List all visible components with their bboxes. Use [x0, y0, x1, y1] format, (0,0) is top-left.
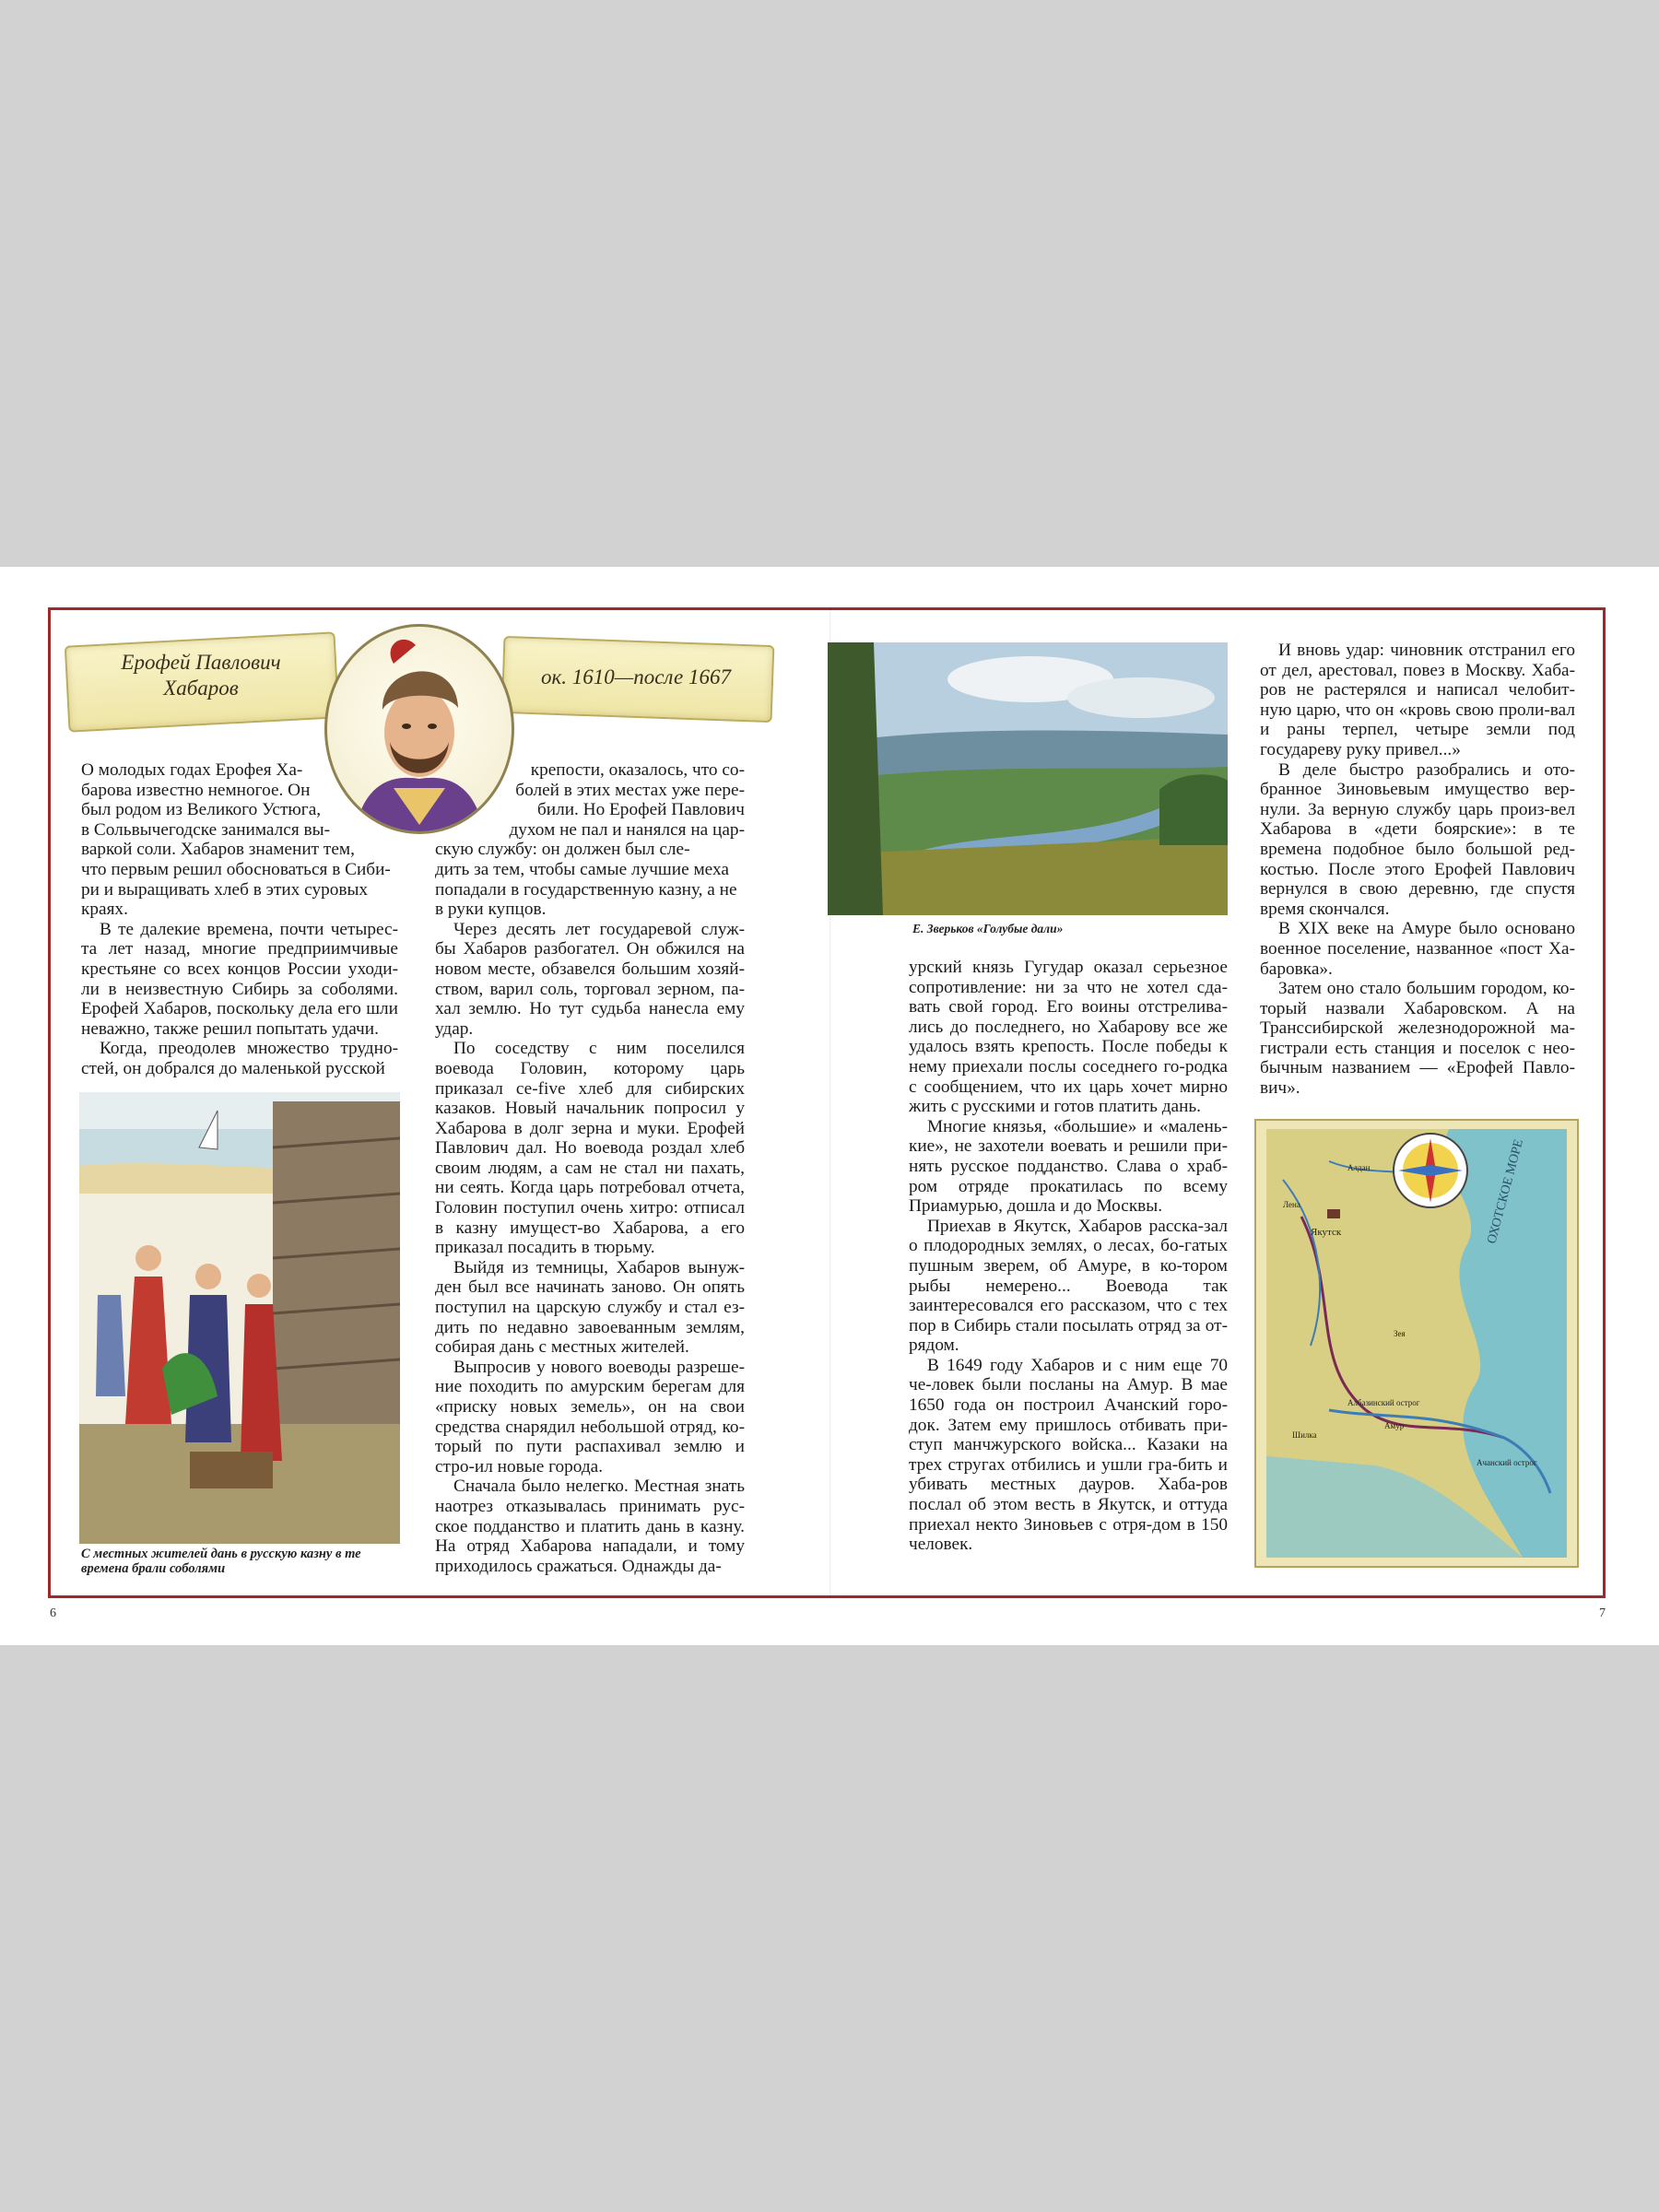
paragraph: По соседству с ним поселился воевода Головин, которому царь приказал се-five хлеб для сибирских казаков. Новый начальник попросил у Хабарова в долг зерна и муки. Ерофей Павлович дал. Но воевода роздал хлеб своим людям, а сам не стал ни пахать, ни сеять. Когда царь потребовал отчета, Головин поступил очень хитро: отписал в казну имущест-во Хабарова, а его приказал посадить в тюрьму. [435, 1039, 745, 1258]
amur-expedition-map [1246, 1106, 1589, 1578]
paragraph: В те далекие времена, почти четырес-та лет назад, многие предприимчивые крестьяне со всех концов России уходи-ли в неизвестную Сибирь за соболями. Ерофей Хабаров, поскольку дела его шли неважно, также решил попытать удачи. [81, 919, 398, 1039]
text-line: били. Но Ерофей Павлович [536, 800, 745, 820]
paragraph: урский князь Гугудар оказал серьезное сопротивление: ни за что не хотел сда-вать свой город. Его воины отстрелива-лись до последнего, но Хабарову все же удалось взять крепость. После победы к нему приехали послы соседнего го-родка с сообщением, что их царь хочет мирно жить с русскими и готов платить дань. [909, 958, 1228, 1117]
paragraph: Выпросив у нового воеводы разреше-ние походить по амурским берегам для «приску новых земель», он на свои средства снарядил небольшой отряд, ко-торый по пути распахивал землю и стро-ил новые города. [435, 1357, 745, 1477]
paragraph: Сначала было нелегко. Местная знать наотрез отказывалась принимать рус-ское подданство и платить дань в казну. На отряд Хабарова нападали, и тому приходилось сражаться. Однажды да- [435, 1477, 745, 1576]
page-number-right: 7 [1599, 1606, 1606, 1620]
map-label: Алдан [1347, 1163, 1371, 1172]
text-line: был родом из Великого Устюга, [81, 800, 322, 820]
paragraph: В деле быстро разобрались и ото-бранное Зиновьевым имущество вер-нули. За верную службу царь произ-вел Хабарова в «дети боярские»: в те времена подобное было большой ред-костью. После этого Ерофей Павлович вернулся в свою деревню, где спустя время скончался. [1260, 759, 1575, 919]
column-2-top-lines [435, 760, 745, 920]
map-image [1246, 1106, 1589, 1578]
column-1 [81, 760, 398, 1079]
text-line: что первым решил обосноваться в Сиби- [81, 859, 391, 879]
text-line: О молодых годах Ерофея Ха- [81, 760, 303, 780]
map-label: Албазинский острог [1347, 1398, 1420, 1407]
paragraph: Многие князья, «большие» и «малень-кие», не захотели воевать и решили при-нять русское подданство. Слава о храб-ром отряде прокатилась по всему Приамурью, дошла и до Москвы. [909, 1116, 1228, 1217]
tribute-illustration [79, 1092, 400, 1544]
paragraph: Приехав в Якутск, Хабаров расска-зал о плодородных землях, о лесах, бо-гатых пушным зверем, об Амуре, в ко-тором рыбы немерено... Воевода так заинтересовался его рассказом, что с тех пор в Сибирь стали посылать отряд за от-рядом. [909, 1216, 1228, 1356]
text-line: попадали в государственную казну, а не [435, 879, 737, 900]
paragraph: В 1649 году Хабаров и с ним еще 70 че-ловек были посланы на Амур. В мае 1650 года он построил Ачанский горо-док. Затем ему пришлось отбивать при-ступ манчжурского войска... Казаки на трех стругах отбились и ушли гра-бить и убивать местных дауров. Хаба-ров послал об этом весть в Якутск, и оттуда приехал некто Зиновьев с отря-дом в 150 человек. [909, 1355, 1228, 1555]
blue-distance-painting-image [828, 642, 1228, 915]
paragraph: Через десять лет государевой служ-бы Хабаров разбогател. Он обжился на новом месте, обзавелся большим хозяй-ством, варил соль, торговал зерном, па-хал землю. Но тут судьба нанесла ему удар. [435, 919, 745, 1039]
page-number-left: 6 [50, 1606, 56, 1620]
text-line: крепости, оказалось, что со- [530, 760, 745, 780]
column-4 [1260, 641, 1575, 1099]
text-line: в руки купцов. [435, 900, 547, 920]
landscape-painting [828, 642, 1228, 915]
text-line: варкой соли. Хабаров знаменит тем, [81, 840, 355, 860]
map-label: Зея [1394, 1329, 1406, 1338]
text-line: ри и выращивать хлеб в этих суровых [81, 879, 369, 900]
dates-text: ок. 1610—после 1667 [541, 665, 731, 688]
map-label: Амур [1384, 1421, 1405, 1430]
cossacks-collecting-tribute-image [79, 1092, 400, 1544]
text-line: дить за тем, чтобы самые лучшие меха [435, 859, 729, 879]
column-1-top-lines [81, 760, 398, 920]
text-line: барова известно немногое. Он [81, 780, 311, 800]
text-line: в Сольвычегодске занимался вы- [81, 819, 331, 840]
text-line: краях. [81, 900, 128, 920]
map-label: Шилка [1292, 1430, 1317, 1440]
paragraph: Когда, преодолев множество трудно-стей, он добрался до маленькой русской [81, 1039, 398, 1078]
map-sea-label: ОХОТСКОЕ МОРЕ [1485, 1137, 1527, 1246]
paragraph: Выйдя из темницы, Хабаров вынуж-ден был все начинать заново. Он опять поступил на царскую службу и стал ез-дить по недавно завоеванным землям, собирая дань с местных жителей. [435, 1257, 745, 1358]
text-line: болей в этих местах уже пере- [515, 780, 745, 800]
paragraph: Затем оно стало большим городом, ко-торый назвали Хабаровском. А на Транссибирской железнодорожной ма-гистрали есть станция и поселок с нео-бычным названием — «Ерофей Павло-вич». [1260, 979, 1575, 1099]
text-line: духом не пал и нанялся на цар- [509, 819, 745, 840]
column-2 [435, 760, 745, 1576]
map-label: Ачанский острог [1477, 1458, 1537, 1467]
map-label: Лена [1283, 1200, 1300, 1209]
text-line: скую службу: он должен был сле- [435, 840, 690, 860]
map-city-label: Якутск [1311, 1227, 1342, 1238]
book-spread [0, 567, 1659, 1645]
name-line-2: Хабаров [163, 677, 239, 700]
illustration-caption: С местных жителей дань в русскую казну в те времена брали соболями [81, 1547, 361, 1576]
name-banner-text [81, 650, 321, 701]
column-3 [909, 958, 1228, 1555]
paragraph: И вновь удар: чиновник отстранил его от дел, арестовал, повез в Москву. Хаба-ров не растерялся и написал челобит-ную царю, что он «кровь свою проли-вал и раны терпел, четыре земли под государеву руку привел...» [1260, 641, 1575, 759]
name-line-1: Ерофей Павлович [121, 651, 281, 674]
paragraph: В XIX веке на Амуре было основано военное поселение, названное «пост Ха-баровка». [1260, 919, 1575, 979]
painting-caption: Е. Зверьков «Голубые дали» [912, 922, 1064, 935]
